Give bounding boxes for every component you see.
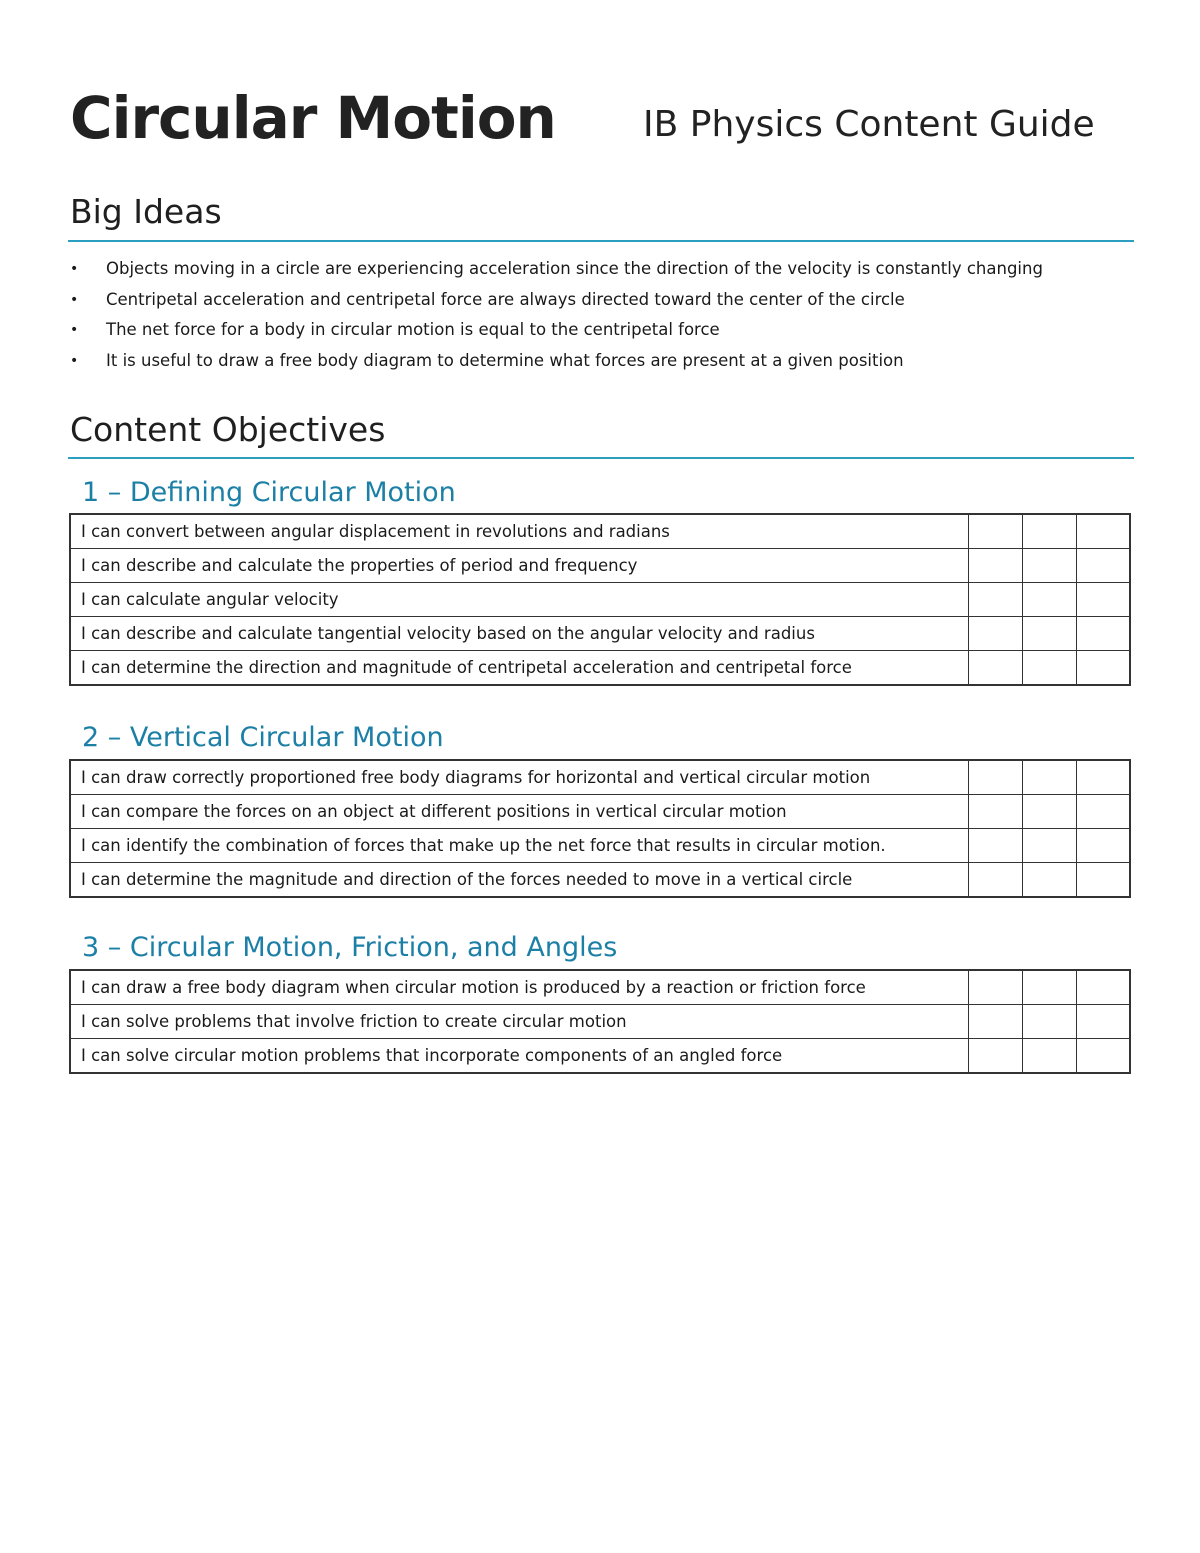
content-objectives-divider	[68, 457, 1134, 459]
self-assessment-box[interactable]	[1022, 549, 1076, 583]
table-row	[70, 549, 1130, 583]
table-row	[70, 617, 1130, 651]
self-assessment-box[interactable]	[968, 1039, 1022, 1074]
table-row	[70, 1039, 1130, 1074]
objective-text: I can determine the direction and magnitude of centripetal acceleration and centripetal force	[70, 651, 968, 686]
objective-text: I can determine the magnitude and direction of the forces needed to move in a vertical circle	[70, 863, 968, 898]
table-row	[70, 863, 1130, 898]
self-assessment-box[interactable]	[1076, 970, 1130, 1005]
self-assessment-box[interactable]	[1076, 1005, 1130, 1039]
self-assessment-box[interactable]	[968, 617, 1022, 651]
self-assessment-box[interactable]	[1076, 651, 1130, 686]
self-assessment-box[interactable]	[968, 795, 1022, 829]
self-assessment-box[interactable]	[1076, 549, 1130, 583]
self-assessment-box[interactable]	[1076, 583, 1130, 617]
bullet-icon: •	[70, 261, 79, 277]
self-assessment-box[interactable]	[968, 970, 1022, 1005]
self-assessment-box[interactable]	[1022, 583, 1076, 617]
self-assessment-box[interactable]	[1022, 829, 1076, 863]
table-row	[70, 970, 1130, 1005]
self-assessment-box[interactable]	[968, 1005, 1022, 1039]
objective-text: I can convert between angular displacement in revolutions and radians	[70, 514, 968, 549]
objective-text: I can describe and calculate tangential velocity based on the angular velocity and radius	[70, 617, 968, 651]
self-assessment-box[interactable]	[968, 651, 1022, 686]
self-assessment-box[interactable]	[1022, 760, 1076, 795]
list-item-text: The net force for a body in circular motion is equal to the centripetal force	[106, 320, 720, 339]
self-assessment-box[interactable]	[1022, 651, 1076, 686]
self-assessment-box[interactable]	[1076, 795, 1130, 829]
self-assessment-box[interactable]	[968, 514, 1022, 549]
objective-text: I can solve problems that involve friction to create circular motion	[70, 1005, 968, 1039]
list-item	[70, 256, 1043, 287]
list-item	[70, 287, 1043, 318]
table-row	[70, 651, 1130, 686]
big-ideas-heading: Big Ideas	[70, 192, 222, 231]
self-assessment-box[interactable]	[968, 549, 1022, 583]
list-item-text: It is useful to draw a free body diagram to determine what forces are present at a given position	[106, 350, 904, 370]
bullet-icon: •	[70, 352, 79, 369]
bullet-icon: •	[70, 322, 79, 338]
self-assessment-box[interactable]	[1076, 514, 1130, 549]
table-row	[70, 829, 1130, 863]
self-assessment-box[interactable]	[968, 829, 1022, 863]
self-assessment-box[interactable]	[1076, 1039, 1130, 1074]
table-row	[70, 514, 1130, 549]
objective-text: I can describe and calculate the properties of period and frequency	[70, 549, 968, 583]
self-assessment-box[interactable]	[968, 583, 1022, 617]
list-item-text: Centripetal acceleration and centripetal force are always directed toward the center of the circle	[106, 289, 905, 309]
list-item	[70, 348, 1043, 379]
self-assessment-box[interactable]	[1076, 863, 1130, 898]
self-assessment-box[interactable]	[1022, 1005, 1076, 1039]
table-row	[70, 1005, 1130, 1039]
big-ideas-divider	[68, 240, 1134, 242]
table-row	[70, 583, 1130, 617]
section-3-objectives-table	[69, 969, 1131, 1074]
self-assessment-box[interactable]	[1022, 617, 1076, 651]
self-assessment-box[interactable]	[1022, 970, 1076, 1005]
content-objectives-heading: Content Objectives	[70, 410, 386, 449]
self-assessment-box[interactable]	[1076, 829, 1130, 863]
bullet-icon: •	[70, 291, 79, 308]
list-item	[70, 317, 1043, 348]
self-assessment-box[interactable]	[968, 760, 1022, 795]
section-3-heading: 3 – Circular Motion, Friction, and Angles	[82, 932, 618, 963]
objective-text: I can draw a free body diagram when circular motion is produced by a reaction or friction force	[70, 970, 968, 1005]
section-1-heading: 1 – Defining Circular Motion	[82, 477, 456, 508]
self-assessment-box[interactable]	[1076, 760, 1130, 795]
page-title: Circular Motion	[70, 84, 556, 152]
self-assessment-box[interactable]	[1022, 514, 1076, 549]
objective-text: I can solve circular motion problems that incorporate components of an angled force	[70, 1039, 968, 1074]
section-2-objectives-table	[69, 759, 1131, 898]
list-item-text: Objects moving in a circle are experiencing acceleration since the direction of the velocity is constantly changing	[106, 259, 1043, 278]
self-assessment-box[interactable]	[1076, 617, 1130, 651]
objective-text: I can identify the combination of forces that make up the net force that results in circular motion.	[70, 829, 968, 863]
section-2-heading: 2 – Vertical Circular Motion	[82, 722, 444, 753]
self-assessment-box[interactable]	[968, 863, 1022, 898]
objective-text: I can draw correctly proportioned free body diagrams for horizontal and vertical circular motion	[70, 760, 968, 795]
page-subtitle: IB Physics Content Guide	[643, 104, 1095, 145]
self-assessment-box[interactable]	[1022, 795, 1076, 829]
self-assessment-box[interactable]	[1022, 863, 1076, 898]
table-row	[70, 795, 1130, 829]
objective-text: I can compare the forces on an object at different positions in vertical circular motion	[70, 795, 968, 829]
self-assessment-box[interactable]	[1022, 1039, 1076, 1074]
table-row	[70, 760, 1130, 795]
section-1-objectives-table	[69, 513, 1131, 686]
big-ideas-list	[70, 256, 1043, 378]
objective-text: I can calculate angular velocity	[70, 583, 968, 617]
